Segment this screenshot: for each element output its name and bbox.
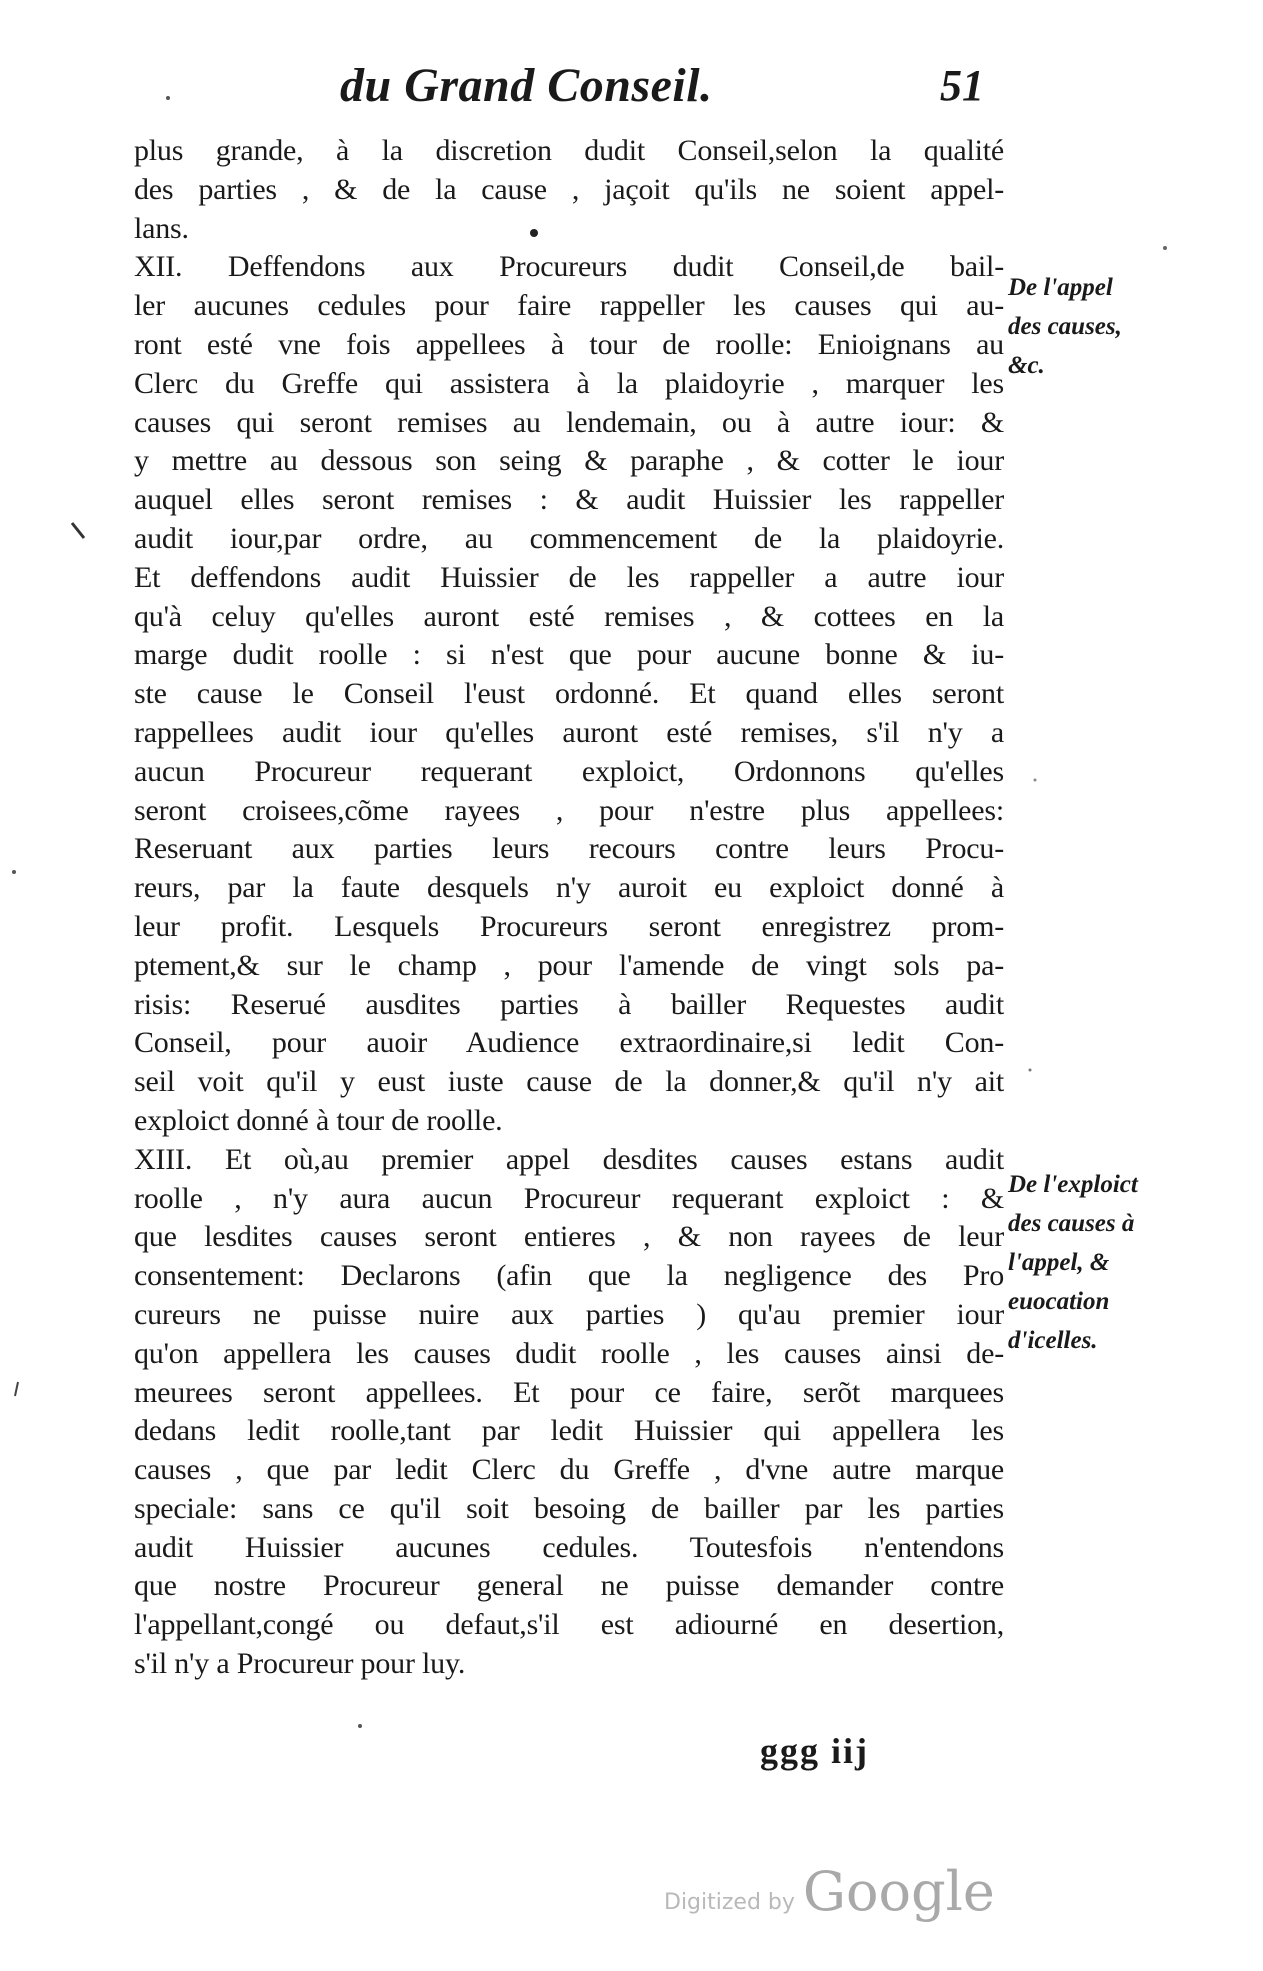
ink-speck — [1163, 246, 1167, 250]
margin-note-line: des causes, — [1008, 313, 1122, 340]
margin-note-line: De l'exploict — [1008, 1171, 1138, 1198]
ink-speck — [1029, 1069, 1032, 1072]
margin-note-line: l'appel, & — [1008, 1249, 1110, 1276]
text-line: XII. Deffendons aux Procureurs dudit Conseil,de bail- — [134, 250, 1004, 284]
margin-note-line: &c. — [1008, 352, 1045, 379]
text-line: marge dudit roolle : si n'est que pour aucune bonne & iu- — [134, 638, 1004, 672]
text-line: causes , que par ledit Clerc du Greffe , d'vne autre marque — [134, 1453, 1004, 1487]
text-line: consentement: Declarons (afin que la negligence des Pro — [134, 1259, 1004, 1293]
text-line: y mettre au dessous son seing & paraphe , & cotter le iour — [134, 444, 1004, 478]
text-line: ptement,& sur le champ , pour l'amende de vingt sols pa- — [134, 948, 1004, 982]
text-line: speciale: sans ce qu'il soit besoing de bailler par les parties — [134, 1491, 1004, 1525]
text-line: leur profit. Lesquels Procureurs seront enregistrez prom- — [134, 909, 1004, 943]
signature-mark: ggg iij — [760, 1731, 869, 1771]
ink-speck — [1034, 779, 1037, 782]
ink-speck — [358, 1724, 362, 1728]
margin-note-line: De l'appel — [1008, 274, 1113, 301]
digitized-watermark — [664, 1860, 995, 1923]
text-line: dedans ledit roolle,tant par ledit Huissier qui appellera les — [134, 1414, 1004, 1448]
ink-mark — [72, 523, 84, 538]
text-line: qu'à celuy qu'elles auront esté remises , & cottees en la — [134, 599, 1004, 633]
watermark-prefix: Digitized by — [664, 1890, 795, 1915]
google-logo: Google — [802, 1860, 995, 1923]
text-line: aucun Procureur requerant exploict, Ordonnons qu'elles — [134, 754, 1004, 788]
text-line: audit iour,par ordre, au commencement de la plaidoyrie. — [134, 521, 1004, 555]
text-line: cureurs ne puisse nuire aux parties ) qu'au premier iour — [134, 1297, 1004, 1331]
text-line: XIII. Et où,au premier appel desdites causes estans audit — [134, 1142, 1004, 1176]
text-line: roolle , n'y aura aucun Procureur requerant exploict : & — [134, 1181, 1004, 1215]
margin-note-line: euocation — [1008, 1288, 1110, 1315]
margin-note-appel — [1008, 268, 1258, 385]
text-line: Et deffendons audit Huissier de les rappeller a autre iour — [134, 560, 1004, 594]
text-line: ler aucunes cedules pour faire rappeller les causes qui au- — [134, 289, 1004, 323]
ink-mark — [15, 1382, 18, 1396]
body-text — [134, 132, 1004, 1684]
text-line: Conseil, pour auoir Audience extraordinaire,si ledit Con- — [134, 1026, 1004, 1060]
text-line: l'appellant,congé ou defaut,s'il est adiourné en desertion, — [134, 1608, 1004, 1642]
text-line: Clerc du Greffe qui assistera à la plaidoyrie , marquer les — [134, 366, 1004, 400]
text-line: meurees seront appellees. Et pour ce faire, serõt marquees — [134, 1375, 1004, 1409]
text-line: audit Huissier aucunes cedules. Toutesfois n'entendons — [134, 1530, 1004, 1564]
margin-note-line: d'icelles. — [1008, 1327, 1098, 1354]
text-line: reurs, par la faute desquels n'y auroit eu exploict donné à — [134, 871, 1004, 905]
text-line: risis: Reserué ausdites parties à bailler Requestes audit — [134, 987, 1004, 1021]
text-line: causes qui seront remises au lendemain, ou à autre iour: & — [134, 405, 1004, 439]
margin-note-line: des causes à — [1008, 1210, 1135, 1237]
ink-speck — [166, 96, 170, 100]
text-line: Reseruant aux parties leurs recours contre leurs Procu- — [134, 832, 1004, 866]
margin-note-exploict — [1008, 1165, 1258, 1360]
text-line: ste cause le Conseil l'eust ordonné. Et quand elles seront — [134, 677, 1004, 711]
page-number: 51 — [940, 61, 984, 110]
text-line: plus grande, à la discretion dudit Conseil,selon la qualité — [134, 134, 1004, 167]
text-line: exploict donné à tour de roolle. — [134, 1103, 503, 1137]
text-line: que lesdites causes seront entieres , & non rayees de leur — [134, 1220, 1004, 1254]
text-line: seront croisees,cõme rayees , pour n'estre plus appellees: — [134, 793, 1004, 827]
text-line: ront esté vne fois appellees à tour de roolle: Enioignans au — [134, 327, 1004, 361]
ink-speck — [12, 870, 16, 874]
text-line: qu'on appellera les causes dudit roolle , les causes ainsi de- — [134, 1336, 1004, 1370]
text-line: seil voit qu'il y eust iuste cause de la donner,& qu'il n'y ait — [134, 1065, 1004, 1099]
text-line: auquel elles seront remises : & audit Huissier les rappeller — [134, 483, 1004, 517]
text-line: que nostre Procureur general ne puisse demander contre — [134, 1569, 1004, 1603]
text-line: des parties , & de la cause , jaçoit qu'ils ne soient appel- — [134, 172, 1004, 206]
text-line: lans. — [134, 211, 189, 245]
text-line: s'il n'y a Procureur pour luy. — [134, 1647, 466, 1681]
text-line: rappellees audit iour qu'elles auront esté remises, s'il n'y a — [134, 715, 1004, 749]
running-title: du Grand Conseil. — [340, 59, 713, 112]
